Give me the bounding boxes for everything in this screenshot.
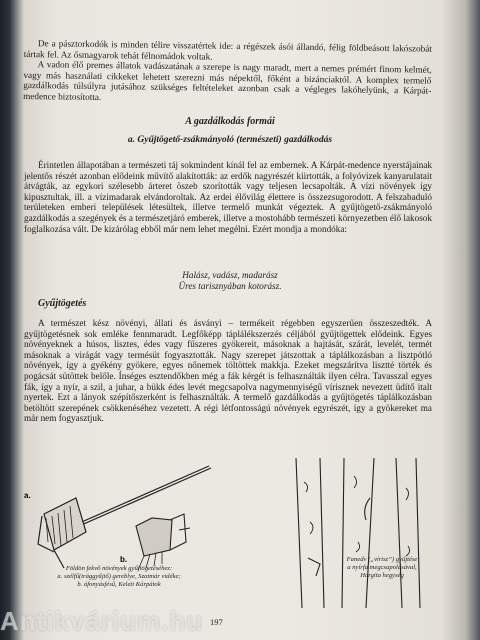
caption-left-line-2: a. szélfű(trággyűjtő) gereblye, Szatmár vidéke; bbox=[57, 573, 181, 580]
figure-label-b: b. bbox=[120, 555, 128, 564]
caption-right-line-2: a nyírfa megcsapolásával, bbox=[347, 564, 417, 571]
caption-right-line-3: Hargita hegység bbox=[360, 572, 404, 579]
caption-left-line-1: Földön fekvő növények gyűjtögetéséhez: bbox=[65, 565, 173, 572]
section1-text bbox=[24, 160, 432, 234]
intro-paragraph-2: A vadon élő premes állatok vadászatának a szerepe is nagy maradt, mert a nemes prémért finom kelmét, vagy más használati cikkeket lehetett szerezni más népektől, főként a bizánciaktól. A komplex termelő gazdálkodás túlsúlyra jutásához szükséges feltételeket azonban csak a végleges lakóhelyünk, a Kárpát-medence biztosította. bbox=[23, 59, 432, 103]
rake-illustration bbox=[38, 466, 211, 568]
birch-tree-illustration bbox=[296, 458, 420, 608]
intro-paragraph-1: De a pásztorkodók is minden télire visszatértek ide: a régészek ásói állandó, félig földbeásott lakószobát tártak fel. Az ősmagyarok tehát félnomádok voltak. bbox=[23, 38, 432, 62]
comb-illustration bbox=[136, 514, 190, 570]
caption-right-line-1: Fanedv („vírisz”) gyűjtése bbox=[346, 556, 418, 563]
caption-left-line-3: b. áfonyásfésű, Keleti Kárpátok bbox=[77, 581, 161, 588]
section2-text bbox=[24, 318, 432, 424]
caption-right bbox=[330, 556, 434, 580]
gyujtogetes-heading: Gyűjtögetés bbox=[38, 298, 87, 309]
watermark: Antikvárium.hu bbox=[0, 606, 204, 636]
section1-paragraph-1: Érintetlen állapotában a természeti táj sokmindent kínál fel az embernek. A Kárpát-medence nyerstájainak jelentős részét azonban elődeink művítő alakították: az erdők nagyrészét kiirtották, a folyóvizek kanyarulatait átvágták, az egykori szélesebb árteret öszeb szorították vagy teljesen lecsapolták. A vízi növények így kipusztultak, ill. a vízimadarak elvándoroltak. Az erdei élővilág élettere is összezsugorodott. A felszabaduló területeken emberi települések létesültek, illetve termelő munkát végeztek. A gyűjtögető-zsákmányoló gazdálkodás a szegények és a természetjáró emberek, illetve a mostohább természeti környezetben élő lakosok foglalkozása vált. De kizárólag ebből már nem lehet megélni. Ezért mondja a mondóka: bbox=[24, 160, 432, 234]
intro-text bbox=[23, 38, 432, 107]
subsection-heading: a. Gyűjtögető-zsákmányoló (természeti) gazdálkodás bbox=[127, 135, 333, 145]
section2-paragraph-1: A természet kész növényi, állati és ásványi – termékeit régebben egyszerűen összeszedték. A gyűjtögetésnek sok emléke fennmaradt. Legfőképp táplálékszerzés céljából gyűjtögettek elődeink. Egyes növényeknek a húsos, lisztes, édes vagy fűszeres gyökereit, másoknak a hajtását, szárát, levelét, termét másoknak a virágát vagy termésüt fogyasztották. Nagy szerepet játszottak a táplálkozásban a lisztpótló növények, így a gyékény gyökere, egyes nőnemek töltöttek makkja. Ezeket megszárítva lisztté törték és pogácsát sütöttek belőle. Ínséges esztendőkben még a fák kérgét is felhasználták ilyen célra. Tavasszal egyes fák, így a nyír, a szil, a juhar, a bükk édes levét megcsapolva nagymennyiségű vírisznek nevezett üdítő italt nyertek. Ezt a lányok szépítőszerként is felhasználták. A termelő gazdálkodás a gyűjtögetés táplálkozásban betöltött szerepének csökkenéséhez vezetett. A régi létfontosságú növények egyrészét, így a gyökereket ma már nem fogyasztjuk. bbox=[24, 318, 432, 424]
page-number: 197 bbox=[210, 617, 223, 627]
verse bbox=[100, 270, 360, 292]
section-heading: A gazdálkodás formái bbox=[185, 116, 275, 127]
caption-left bbox=[34, 565, 204, 589]
verse-line-1: Halász, vadász, madarász bbox=[182, 270, 278, 280]
figure-label-a: a. bbox=[24, 491, 31, 500]
verse-line-2: Üres tarisznyában kotorász. bbox=[178, 281, 282, 291]
